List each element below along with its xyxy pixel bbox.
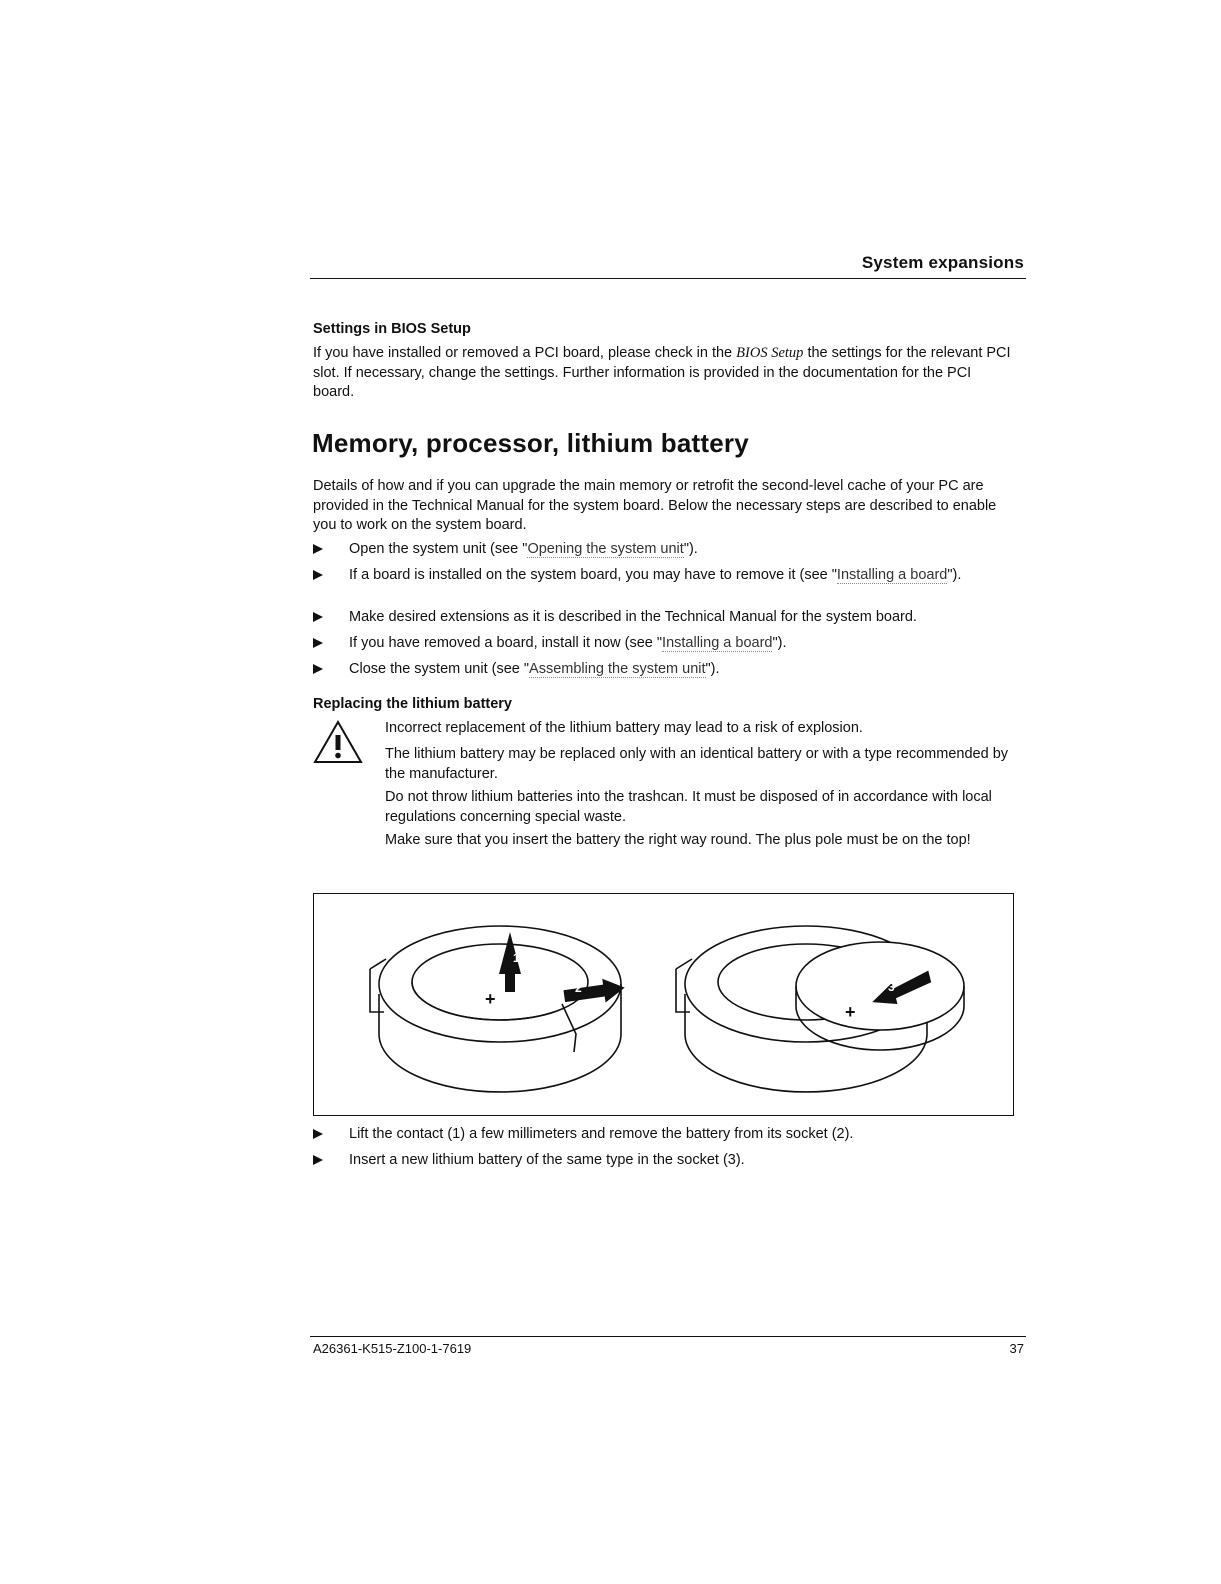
footer-rule: [310, 1336, 1026, 1337]
page-number: 37: [1009, 1341, 1024, 1356]
bullet-arrow-icon: [313, 638, 323, 648]
label-3: 3: [888, 980, 895, 994]
bullet-arrow-icon: [313, 570, 323, 580]
bullet-arrow-icon: [313, 1129, 323, 1139]
header-rule: [310, 278, 1026, 279]
warning-triangle-icon: [312, 719, 364, 765]
bullet-arrow-icon: [313, 664, 323, 674]
link-installing-board[interactable]: Installing a board: [662, 635, 773, 651]
bullet-arrow-icon: [313, 612, 323, 622]
plus-pole-right: +: [845, 1002, 856, 1022]
bios-heading: Settings in BIOS Setup: [313, 321, 471, 337]
link-assembling-system-unit[interactable]: Assembling the system unit: [529, 661, 706, 677]
doc-number: A26361-K515-Z100-1-7619: [313, 1341, 472, 1356]
section-intro: Details of how and if you can upgrade the main memory or retrofit the second-level cache of your PC are provided in the Technical Manual for the system board. Below the necessary steps are described to enable you to work on the system board.: [313, 478, 997, 533]
bios-paragraph: [313, 344, 1013, 403]
label-1: 1: [513, 951, 520, 965]
section-title: Memory, processor, lithium battery: [312, 428, 749, 458]
bullet-arrow-icon: [313, 544, 323, 554]
bios-text-after: the settings for the relevant PCI slot. If necessary, change the settings. Further information is provided in the documentation for the PCI board.: [313, 345, 1011, 400]
warning-text: Incorrect replacement of the lithium battery may lead to a risk of explosion.: [385, 720, 863, 736]
running-head: System expansions: [861, 253, 1024, 272]
plus-pole-left: +: [485, 989, 496, 1009]
link-installing-board[interactable]: Installing a board: [836, 567, 948, 583]
warning-text: Make sure that you insert the battery the right way round. The plus pole must be on the top!: [385, 832, 971, 848]
battery-figure: [313, 893, 1014, 1116]
warning-text: Do not throw lithium batteries into the trashcan. It must be disposed of in accordance with local regulations concerning special waste.: [385, 789, 992, 825]
warning-text: The lithium battery may be replaced only with an identical battery or with a type recommended by the manufacturer.: [385, 746, 1009, 782]
battery-heading: Replacing the lithium battery: [313, 696, 512, 712]
bios-setup-italic: BIOS Setup: [736, 345, 804, 361]
label-2: 2: [575, 981, 582, 995]
battery-illustration: [314, 894, 1015, 1117]
link-opening-system-unit[interactable]: Opening the system unit: [527, 541, 684, 557]
bullet-arrow-icon: [313, 1155, 323, 1165]
bios-text-before: If you have installed or removed a PCI board, please check in the: [313, 345, 733, 361]
